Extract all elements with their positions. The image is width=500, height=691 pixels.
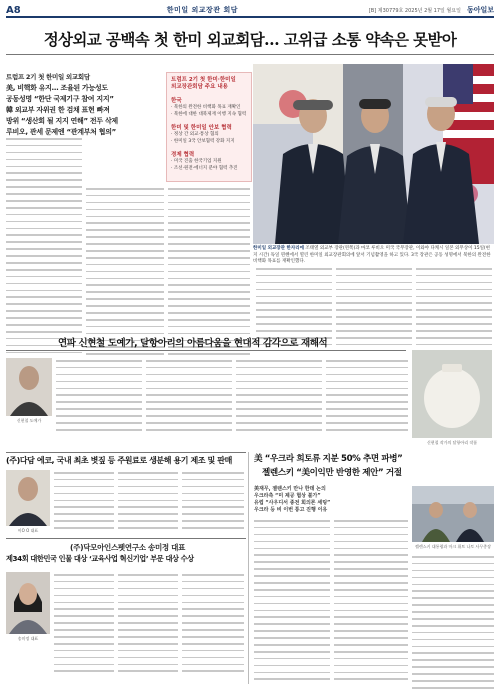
section-divider xyxy=(6,350,406,351)
article-body-text xyxy=(146,360,232,436)
photo-caption-title: 한미일 외교장관 한자리에 xyxy=(253,246,304,251)
newspaper-logo: 동아일보 xyxy=(466,6,494,14)
factbox-item: · 조선·원전·에너지 분야 협력 추진 xyxy=(171,166,238,171)
article4-title: 제34회 대한민국 인물 대상 ‘교육사업 혁신기업’ 부문 대상 수상 xyxy=(6,554,194,563)
article-body-text xyxy=(54,574,114,677)
article-body-text xyxy=(254,520,330,685)
lead-line: 공동성명 “한단 국제기구 참여 지지” xyxy=(6,95,114,103)
factbox-item: · 북한에 대한 대북제재 이행 지속 협력 xyxy=(171,112,247,117)
factbox-title: 외교장관회담 주요 내용 xyxy=(171,84,228,90)
photo-caption-text: 조태열 외교부 장관(왼쪽)과 마코 루비오 미국 국무장관, 이와야 다케시 일본 외무상이 15일(현지 시간) 독일 뮌헨에서 열린 한미일 외교장관회의에 앞서 기념촬영을 하고 있다. 3국 장관은 공동 성명에서 북한의 완전한 비핵화 목표를 재확인했다. xyxy=(253,246,491,264)
column-divider xyxy=(248,452,249,684)
article-body-text xyxy=(334,520,408,685)
factbox-heading: 경제 협력 xyxy=(171,152,195,158)
article-body-text xyxy=(236,360,322,436)
lead-line: 美, 비핵화 유지… 조율된 가능성도 xyxy=(6,84,108,92)
artist-portrait-caption: 신현철 도예가 xyxy=(16,418,42,423)
factbox-item: · 한미일 3국 안보협력 강화 지지 xyxy=(171,139,235,144)
article-body-text xyxy=(56,360,142,436)
ceo-portrait-caption: 이O O 대표 xyxy=(17,528,39,533)
main-photo xyxy=(253,64,494,244)
zelensky-photo xyxy=(412,486,494,542)
page-header xyxy=(6,4,494,18)
factbox-item: · 북한의 완전한 비핵화 목표 재확인 xyxy=(171,105,241,110)
award-portrait-caption: 송미정 대표 xyxy=(17,636,39,641)
article5-title-line2: 젤렌스키 “美이익만 반영한 제안” 거절 xyxy=(262,468,402,478)
factbox-heading: 한국 xyxy=(171,98,182,104)
deck-line: 우크라 등 비 이번 통고 진행 이유 xyxy=(254,507,328,513)
article2-title: 연파 신현철 도예가, 달항아리의 아름다움을 현대적 감각으로 재해석 xyxy=(58,338,328,349)
fact-box xyxy=(166,72,252,182)
main-headline: 정상외교 공백속 첫 한미 외교회담… 고위급 소통 약속은 못받아 xyxy=(43,30,457,49)
section-divider xyxy=(6,538,246,539)
issue-date: [B] 제30779호 2025년 2월 17일 월요일 xyxy=(368,7,461,14)
article-body-text xyxy=(118,574,178,677)
article-body-text xyxy=(182,472,244,534)
article-body-text xyxy=(336,268,412,351)
article-body-text xyxy=(54,472,114,534)
section-title: 한미일 외교장관 회담 xyxy=(166,6,239,14)
article5-title-line1: 美 “우크라 희토류 지분 50% 추면 파병” xyxy=(254,454,403,464)
headline-divider xyxy=(6,54,494,55)
award-portrait xyxy=(6,572,50,634)
factbox-title: 트럼프 2기 첫 한미·한미일 xyxy=(171,77,236,83)
moon-jar-photo xyxy=(412,350,492,438)
article-body-text xyxy=(6,138,82,359)
factbox-item: · 정상 간 외교·통상 협의 xyxy=(171,132,219,137)
article-body-text xyxy=(118,472,178,534)
article5-deck xyxy=(254,486,354,514)
page-number: A8 xyxy=(6,4,21,16)
zelensky-photo-caption: 젤렌스키 대통령과 마크 뤼트 나토 사무총장 xyxy=(415,544,491,549)
section-divider xyxy=(6,452,246,453)
factbox-heading: 한미 및 한미일 안보 협력 xyxy=(171,125,232,131)
moon-jar-caption: 신현철 작가의 달항아리 작품 xyxy=(426,440,478,445)
deck-line: 우크라측 “미 제공 협상 불가” xyxy=(254,493,321,499)
photo-caption xyxy=(253,246,494,266)
article4-kicker: (주)닥모아인스펫연구소 송미정 대표 xyxy=(70,543,186,552)
article-body-text xyxy=(182,574,244,677)
article-body-text xyxy=(326,360,408,436)
lead-line: 루비오, 관세 문제엔 “관계부처 협의” xyxy=(6,128,116,136)
article-body-text xyxy=(412,556,494,691)
ceo-portrait xyxy=(6,470,50,526)
article-body-text xyxy=(416,268,492,351)
lead-line: 韓 외교부 자위권 한 검채 표현 빠져 xyxy=(6,106,110,114)
article3-title: (주)다담 에코, 국내 최초 볏짚 등 주원료로 생분해 용기 제조 및 판매 xyxy=(6,456,232,465)
artist-portrait xyxy=(6,358,52,416)
lead-kicker: 트럼프 2기 첫 한미일 외교회담 xyxy=(6,73,90,81)
factbox-item: · 미국 진출 한국기업 지원 xyxy=(171,159,222,164)
lead-deck xyxy=(6,72,164,138)
deck-line: 유럽 “사우디서 종전 회의론 세팅” xyxy=(254,500,331,506)
deck-line: 美재무, 젤렌스키 만나 한데 논의 xyxy=(254,486,326,492)
lead-line: 방위 “생산회 될 지지 연해” 전두 삭제 xyxy=(6,117,118,125)
